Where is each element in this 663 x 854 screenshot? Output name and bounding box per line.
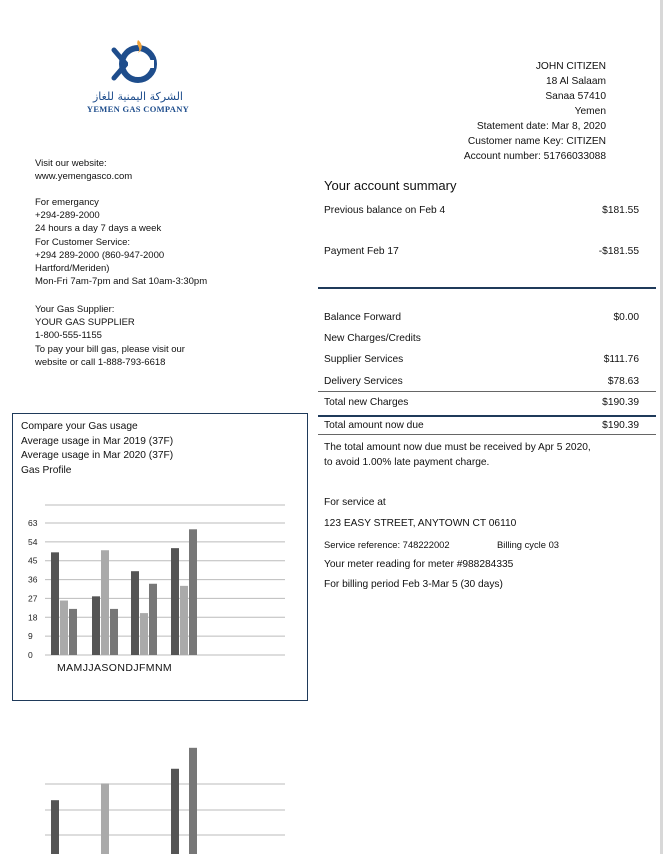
customer-service-label: For Customer Service: [35,236,131,248]
total-due-amount: $190.39 [602,420,639,431]
usage-bar [171,548,179,655]
customer-city: Sanaa 57410 [545,91,606,102]
repeat-usage-bar [101,783,109,854]
for-service-at-label: For service at [324,497,386,508]
website-link[interactable]: www.yemengasco.com [35,171,133,183]
customer-service-phone: +294 289-2000 (860-947-2000 [35,249,165,261]
usage-bar [60,601,68,655]
total-new-charges-amount: $190.39 [602,397,639,408]
previous-balance-label: Previous balance on Feb 4 [324,205,446,216]
customer-service-area: Hartford/Meriden) [35,263,110,275]
usage-bar [180,586,188,655]
billing-cycle: Billing cycle 03 [497,539,560,550]
delivery-services-label: Delivery Services [324,376,403,387]
y-tick-label: 9 [28,631,33,642]
pay-instructions-1: To pay your bill gas, please visit our [35,343,185,355]
service-address: 123 EASY STREET, ANYTOWN CT 06110 [324,518,517,529]
company-name-arabic: الشركة اليمنية للغاز [92,90,183,103]
customer-street: 18 Al Salaam [545,76,606,87]
repeat-usage-bar [189,748,197,854]
usage-bar [149,584,157,655]
y-tick-label: 45 [28,555,38,566]
repeat-usage-bar [171,769,179,854]
usage-bar [110,609,118,655]
customer-country: Yemen [574,106,606,117]
delivery-services-amount: $78.63 [607,376,639,387]
statement-date: Statement date: Mar 8, 2020 [476,121,606,132]
customer-name-key: Customer name Key: CITIZEN [467,136,606,147]
service-reference: Service reference: 748222002 [324,539,450,550]
meter-reading: Your meter reading for meter #988284335 [324,559,514,570]
avg-usage-2020: Average usage in Mar 2020 (37F) [21,450,174,461]
payment-amount: -$181.55 [598,246,639,257]
pay-instructions-2: website or call 1-888-793-6618 [35,356,166,368]
emergency-phone: +294-289-2000 [35,210,100,222]
payment-label: Payment Feb 17 [324,246,399,257]
y-tick-label: 63 [28,518,38,528]
balance-forward-amount: $0.00 [613,312,639,323]
supplier-services-amount: $111.76 [603,354,639,365]
usage-bar [189,529,197,655]
billing-period: For billing period Feb 3-Mar 5 (30 days) [324,579,503,590]
usage-bar [51,552,59,655]
emergency-label: For emergancy [35,197,99,208]
total-due-label: Total amount now due [324,420,424,431]
balance-forward-label: Balance Forward [324,312,402,323]
account-number: Account number: 51766033088 [463,151,606,162]
month-axis-labels: MAMJJASONDJFMNM [57,662,173,674]
usage-bar [131,571,139,655]
gas-profile-label: Gas Profile [21,464,72,476]
website-label: Visit our website: [35,158,107,169]
company-name-english: YEMEN GAS COMPANY [86,104,190,114]
usage-bar [69,609,77,655]
total-new-charges-label: Total new Charges [324,397,409,408]
usage-title: Compare your Gas usage [21,421,138,432]
y-tick-label: 18 [28,612,38,623]
previous-balance-amount: $181.55 [602,205,639,216]
supplier-services-label: Supplier Services [324,354,404,365]
usage-bar [92,596,100,655]
new-charges-label: New Charges/Credits [324,333,421,344]
y-tick-label: 36 [28,574,38,585]
emergency-hours: 24 hours a day 7 days a week [35,223,162,235]
late-payment-note: The total amount now due must be received by Apr 5 2020, to avoid 1.00% late payment charge. [324,442,591,468]
customer-service-hours: Mon-Fri 7am-7pm and Sat 10am-3:30pm [35,276,208,288]
account-summary-title: Your account summary [324,178,457,193]
customer-name: JOHN CITIZEN [535,61,606,72]
supplier-phone: 1-800-555-1155 [35,330,102,342]
usage-bar [101,550,109,655]
y-tick-label: 0 [28,650,33,660]
supplier-label: Your Gas Supplier: [35,304,115,315]
y-tick-label: 27 [28,593,38,604]
y-tick-label: 54 [28,536,38,547]
supplier-name: YOUR GAS SUPPLIER [35,317,135,329]
repeat-usage-bar [51,800,59,854]
avg-usage-2019: Average usage in Mar 2019 (37F) [21,435,174,447]
usage-bar [140,613,148,655]
